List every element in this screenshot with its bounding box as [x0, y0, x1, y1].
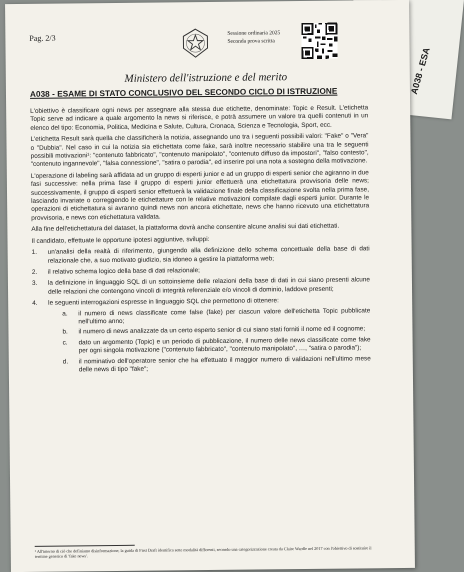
task-list: [32, 245, 371, 375]
task-number: 1.: [31, 248, 38, 256]
qr-code-icon: [301, 23, 337, 59]
task-item: [32, 265, 370, 277]
task-number: 2.: [31, 268, 38, 276]
paragraph: L'etichetta Result sarà quella che classificherà la notizia, assegnando uno tra i seguenti possibili valori: "Fake" o "Vera" o "Dubbia". Nel caso in cui la notizia sia etichettata come fake, sarà inoltre necessario stabilire una tra le seguenti possibili motivazioni¹: "contenuto fabbricato", "contenuto manipolato", "contenuto diffuso da impostori", "falso contesto", "contenuto ingannevole", "falsa connessione", "satira o parodia", ed inserire poi una nota a sostegno della motivazione.: [30, 132, 369, 169]
task-number: 3.: [31, 280, 38, 288]
query-letter: a.: [62, 310, 68, 318]
query-text: il numero di news analizzate da un certo esperto senior di cui siano stati forniti il nome ed il cognome;: [78, 325, 366, 336]
task-text: la definizione in linguaggio SQL di un sottoinsieme delle relazioni della base di dati in cui siano presenti alcune delle relazioni che contengono vincoli di integrità referenziale e/o vincoli di dominio, laddove presenti;: [47, 276, 370, 296]
task-item: [32, 296, 371, 375]
footnote: ¹ All'interno di ciò che definiamo disinformazione, la guida di First Draft identifica sette modalità differenti, secondo una categorizzazione creata da Claire Wardle nel 2017 con l'obiettivo di sostituire il termine generico di 'fake news'.: [34, 545, 372, 560]
query-item: [49, 355, 371, 375]
task-text: un'analisi della realtà di riferimento, giungendo alla definizione dello schema concettuale della base di dati relazionale che, a suo motivato giudizio, sia idoneo a gestire la piattaforma web;: [47, 245, 370, 265]
paragraph: L'obiettivo è classificare ogni news per assegnare alla stessa due etichette, denominate: Topic e Result. L'etichetta Topic serve ad indicare a quale argomento la news si riferisce, e potrà assumere un valore tra quelli contenuti in un elenco del tipo: Economia, Politica, Medicina e Salute, Cultura, Cronaca, Scienza e Tecnologia, Sport, ecc.: [30, 104, 369, 132]
paragraph: Il candidato, effettuate le opportune ipotesi aggiuntive, sviluppi:: [31, 235, 210, 245]
query-letter: c.: [62, 339, 68, 347]
exam-title: A038 - ESAME DI STATO CONCLUSIVO DEL SECONDO CICLO DI ISTRUZIONE: [29, 86, 338, 99]
task-text: le seguenti interrogazioni espresse in linguaggio SQL che permettono di ottenere:: [48, 297, 279, 307]
page-number: Pag. 2/3: [29, 33, 56, 43]
exam-part-line: Seconda prova scritta: [227, 38, 275, 45]
session-line: Sessione ordinaria 2025: [227, 30, 281, 37]
task-item: [32, 245, 370, 265]
query-text: il numero di news classificate come false (fake) per ciascun valore dell'etichetta Topic pubblicate nell'ultimo anno;: [78, 306, 371, 326]
task-number: 4.: [32, 299, 38, 307]
query-item: [48, 307, 370, 327]
paragraph: L'operazione di labeling sarà affidata ad un gruppo di esperti junior e ad un gruppo di esperti senior che agiranno in due fasi successive: nella prima fase il gruppo di esperti junior effettuerà una etichettatura provvisoria delle news; successivamente, il gruppo di esperti senior effettuerà la validazione finale della classificazione svolta nella prima fase, lasciando invariate o correggendo le etichettature con le relative motivazioni compilate dagli esperti junior. Durante le operazioni di etichettatura si avranno quindi news non ancora etichettate, news che hanno ricevuto una etichettatura provvisoria, e news con etichettatura validata.: [30, 169, 370, 222]
task-text: il relativo schema logico della base di dati relazionale;: [47, 267, 200, 276]
query-letter: b.: [62, 328, 68, 336]
exam-page: [5, 0, 415, 572]
task-item: [32, 277, 370, 297]
session-info: [227, 29, 280, 46]
footnote-divider: [35, 545, 135, 547]
query-text: il nominativo dell'operatore senior che ha effettuato il maggior numero di validazioni nell'ultimo mese delle news di tipo "fake";: [78, 354, 371, 374]
query-letter: d.: [62, 358, 69, 366]
ministry-heading: Ministero dell'istruzione e del merito: [124, 71, 288, 85]
query-item: [49, 336, 371, 356]
exam-body: [30, 104, 371, 378]
paragraph: Alla fine dell'etichettatura del dataset, la piattaforma dovrà anche consentire alcune analisi sui dati etichettati.: [31, 222, 340, 234]
query-list: [48, 307, 371, 375]
query-text: dato un argomento (Topic) e un periodo di pubblicazione, il numero delle news classificate come fake per ogni singola motivazione ("contenuto fabbricato", "contenuto manipolato", …, "satira o parodia");: [78, 336, 371, 355]
background-exam-code: A038 - ESA: [408, 46, 432, 96]
republic-emblem-icon: [181, 28, 209, 58]
